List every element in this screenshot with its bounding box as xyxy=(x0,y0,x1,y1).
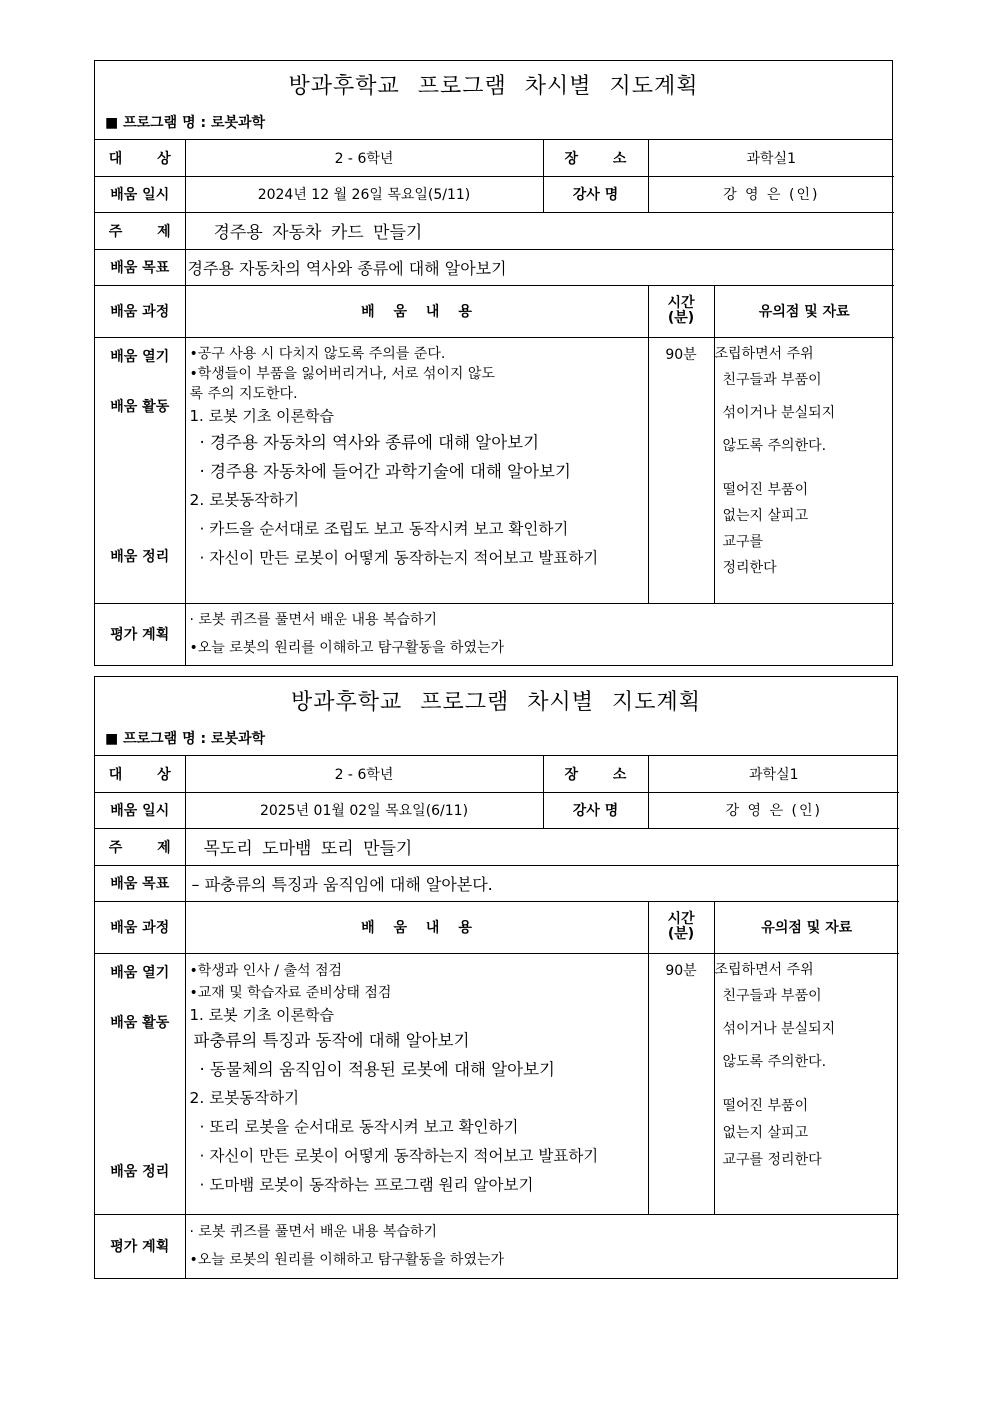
content-line: 파충류의 특징과 동작에 대해 알아보기 xyxy=(193,1030,470,1050)
process-header: 배움 과정 xyxy=(95,285,185,337)
target-label: 대 상 xyxy=(95,140,185,176)
notes-line: 조립하면서 주위 xyxy=(714,961,814,978)
content-line: · 또리 로봇을 순서대로 동작시켜 보고 확인하기 xyxy=(199,1117,519,1136)
notes-line: 섞이거나 분실되지 xyxy=(722,1020,836,1037)
content-header: 배 움 내 용 xyxy=(185,901,648,953)
notes-line: 친구들과 부품이 xyxy=(722,987,822,1004)
notes-line: 없는지 살피고 xyxy=(722,507,809,524)
target-value: 2 - 6학년 xyxy=(185,756,543,792)
content-line: · 카드을 순서대로 조립도 보고 동작시켜 보고 확인하기 xyxy=(199,519,569,538)
stage-activity: 배움 활동 xyxy=(110,398,170,415)
notes-cell xyxy=(714,337,894,603)
program-name: ■ 프로그램 명 : 로봇과학 xyxy=(105,115,266,131)
goal-label: 배움 목표 xyxy=(95,249,185,285)
content-line: · 도마뱀 로봇이 동작하는 프로그램 원리 알아보기 xyxy=(199,1175,534,1194)
time-header xyxy=(648,901,714,953)
time-value: 90분 xyxy=(648,337,714,603)
stage-closing: 배움 정리 xyxy=(110,548,170,565)
goal-value: 경주용 자동차의 역사와 종류에 대해 알아보기 xyxy=(185,249,894,285)
notes-line: 친구들과 부품이 xyxy=(722,371,822,388)
notes-header: 유의점 및 자료 xyxy=(714,901,899,953)
eval-label: 평가 계획 xyxy=(95,1214,185,1278)
time-header xyxy=(648,285,714,337)
content-line: 1. 로봇 기초 이론학습 xyxy=(189,1005,335,1024)
notes-line: 떨어진 부품이 xyxy=(722,1097,809,1114)
content-line: 2. 로봇동작하기 xyxy=(189,490,300,509)
content-line: •교재 및 학습자료 준비상태 점검 xyxy=(189,984,392,1001)
goal-value: – 파충류의 특징과 움직임에 대해 알아본다. xyxy=(185,865,899,901)
topic-label: 주 제 xyxy=(95,828,185,865)
time-header-line1: 시간 xyxy=(667,911,695,927)
lesson-content xyxy=(185,337,648,603)
target-value: 2 - 6학년 xyxy=(185,140,543,176)
eval-line: •오늘 로봇의 원리를 이해하고 탐구활동을 하였는가 xyxy=(189,1252,505,1269)
plan-header xyxy=(95,677,897,756)
stage-column xyxy=(95,953,185,1214)
plan-table xyxy=(95,140,894,665)
notes-line: 정리한다 xyxy=(722,559,777,576)
notes-line: 않도록 주의한다. xyxy=(722,1053,827,1070)
date-value: 2024년 12 월 26일 목요일(5/11) xyxy=(185,176,543,212)
instructor-label: 강사 명 xyxy=(543,792,648,828)
date-label: 배움 일시 xyxy=(95,792,185,828)
stage-closing: 배움 정리 xyxy=(110,1163,170,1180)
program-name: ■ 프로그램 명 : 로봇과학 xyxy=(105,731,266,747)
notes-line: 섞이거나 분실되지 xyxy=(722,404,836,421)
lesson-plan-2 xyxy=(94,676,898,1279)
target-label: 대 상 xyxy=(95,756,185,792)
notes-line: 없는지 살피고 xyxy=(722,1124,809,1141)
lesson-content xyxy=(185,953,648,1214)
plan-table xyxy=(95,756,899,1278)
content-line: 2. 로봇동작하기 xyxy=(189,1088,300,1107)
eval-content xyxy=(185,1214,899,1278)
content-line: 록 주의 지도한다. xyxy=(189,385,298,402)
content-line: · 경주용 자동차의 역사와 종류에 대해 알아보기 xyxy=(199,432,540,452)
instructor-label: 강사 명 xyxy=(543,176,648,212)
notes-header: 유의점 및 자료 xyxy=(714,285,894,337)
date-label: 배움 일시 xyxy=(95,176,185,212)
topic-label: 주 제 xyxy=(95,212,185,249)
content-line: •학생들이 부품을 잃어버리거나, 서로 섞이지 않도 xyxy=(189,365,495,382)
eval-line: · 로봇 퀴즈를 풀면서 배운 내용 복습하기 xyxy=(189,1224,438,1241)
lesson-plan-1 xyxy=(94,60,893,666)
plan-header xyxy=(95,61,892,140)
instructor-value: 강 영 은 (인) xyxy=(648,792,899,828)
process-header: 배움 과정 xyxy=(95,901,185,953)
content-line: · 자신이 만든 로봇이 어떻게 동작하는지 적어보고 발표하기 xyxy=(199,548,599,567)
content-line: •학생과 인사 / 출석 점검 xyxy=(189,962,342,979)
place-label: 장 소 xyxy=(543,140,648,176)
place-label: 장 소 xyxy=(543,756,648,792)
content-header: 배 움 내 용 xyxy=(185,285,648,337)
time-header-line1: 시간 xyxy=(667,295,695,311)
eval-line: •오늘 로봇의 원리를 이해하고 탐구활동을 하였는가 xyxy=(189,640,505,657)
topic-value: 경주용 자동차 카드 만들기 xyxy=(185,212,894,249)
eval-line: · 로봇 퀴즈를 풀면서 배운 내용 복습하기 xyxy=(189,612,438,629)
plan-title: 방과후학교 프로그램 차시별 지도계획 xyxy=(290,690,701,715)
topic-value: 목도리 도마뱀 또리 만들기 xyxy=(185,828,899,865)
plan-title: 방과후학교 프로그램 차시별 지도계획 xyxy=(288,74,699,99)
eval-label: 평가 계획 xyxy=(95,603,185,665)
notes-line: 교구를 정리한다 xyxy=(722,1151,822,1168)
notes-line: 조립하면서 주위 xyxy=(714,345,814,362)
goal-label: 배움 목표 xyxy=(95,865,185,901)
notes-line: 떨어진 부품이 xyxy=(722,481,809,498)
content-line: · 동물체의 움직임이 적용된 로봇에 대해 알아보기 xyxy=(199,1059,555,1079)
content-line: •공구 사용 시 다치지 않도록 주의를 준다. xyxy=(189,345,446,362)
notes-line: 않도록 주의한다. xyxy=(722,437,827,454)
date-value: 2025년 01월 02일 목요일(6/11) xyxy=(185,792,543,828)
time-header-line2: (분) xyxy=(667,310,695,326)
content-line: · 자신이 만든 로봇이 어떻게 동작하는지 적어보고 발표하기 xyxy=(199,1146,599,1165)
eval-content xyxy=(185,603,894,665)
notes-cell xyxy=(714,953,899,1214)
content-line: 1. 로봇 기초 이론학습 xyxy=(189,406,335,425)
time-header-line2: (분) xyxy=(667,926,695,942)
place-value: 과학실1 xyxy=(648,756,899,792)
stage-activity: 배움 활동 xyxy=(110,1014,170,1031)
stage-column xyxy=(95,337,185,603)
stage-opening: 배움 열기 xyxy=(110,964,170,981)
notes-line: 교구를 xyxy=(722,533,764,550)
stage-opening: 배움 열기 xyxy=(110,348,170,365)
place-value: 과학실1 xyxy=(648,140,894,176)
time-value: 90분 xyxy=(648,953,714,1214)
content-line: · 경주용 자동차에 들어간 과학기술에 대해 알아보기 xyxy=(199,461,571,481)
instructor-value: 강 영 은 (인) xyxy=(648,176,894,212)
